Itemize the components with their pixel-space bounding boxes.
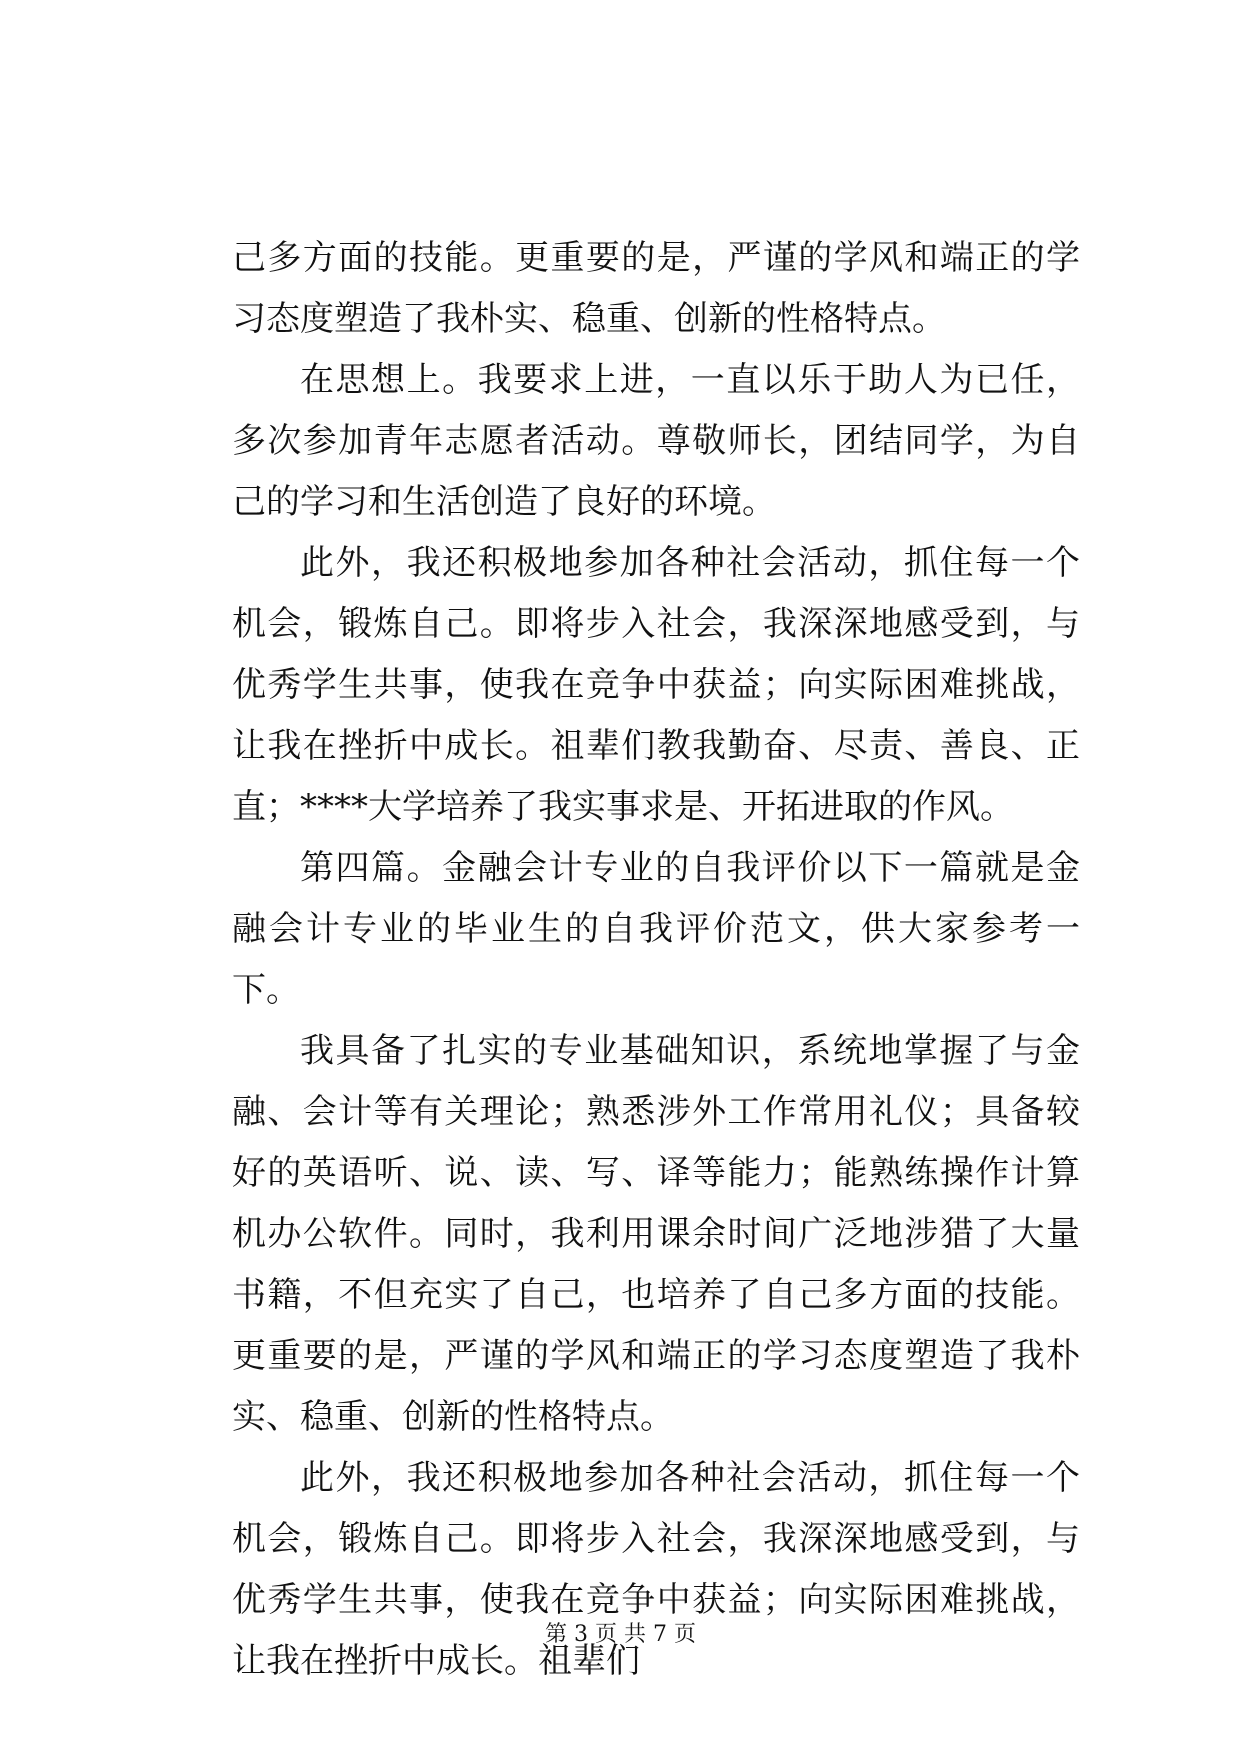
- paragraph-2: 在思想上。我要求上进，一直以乐于助人为已任，多次参加青年志愿者活动。尊敬师长，团结同学，为自己的学习和生活创造了良好的环境。: [232, 360, 1080, 522]
- document-body: [232, 228, 1080, 1692]
- paragraph-3: 此外，我还积极地参加各种社会活动，抓住每一个机会，锻炼自己。即将步入社会，我深深地感受到，与优秀学生共事，使我在竞争中获益；向实际困难挑战，让我在挫折中成长。祖辈们教我勤奋、尽责、善良、正直；****大学培养了我实事求是、开拓进取的作风。: [232, 543, 1080, 827]
- page-footer: 第 3 页 共 7 页: [545, 1622, 696, 1647]
- paragraph-6: 此外，我还积极地参加各种社会活动，抓住每一个机会，锻炼自己。即将步入社会，我深深地感受到，与优秀学生共事，使我在竞争中获益；向实际困难挑战，让我在挫折中成长。祖辈们: [232, 1458, 1080, 1681]
- paragraph-1: 己多方面的技能。更重要的是，严谨的学风和端正的学习态度塑造了我朴实、稳重、创新的性格特点。: [232, 238, 1080, 339]
- paragraph-5: 我具备了扎实的专业基础知识，系统地掌握了与金融、会计等有关理论；熟悉涉外工作常用礼仪；具备较好的英语听、说、读、写、译等能力；能熟练操作计算机办公软件。同时，我利用课余时间广泛地涉猎了大量书籍，不但充实了自己，也培养了自己多方面的技能。更重要的是，严谨的学风和端正的学习态度塑造了我朴实、稳重、创新的性格特点。: [232, 1031, 1080, 1437]
- paragraph-4: 第四篇。金融会计专业的自我评价以下一篇就是金融会计专业的毕业生的自我评价范文，供大家参考一下。: [232, 848, 1080, 1010]
